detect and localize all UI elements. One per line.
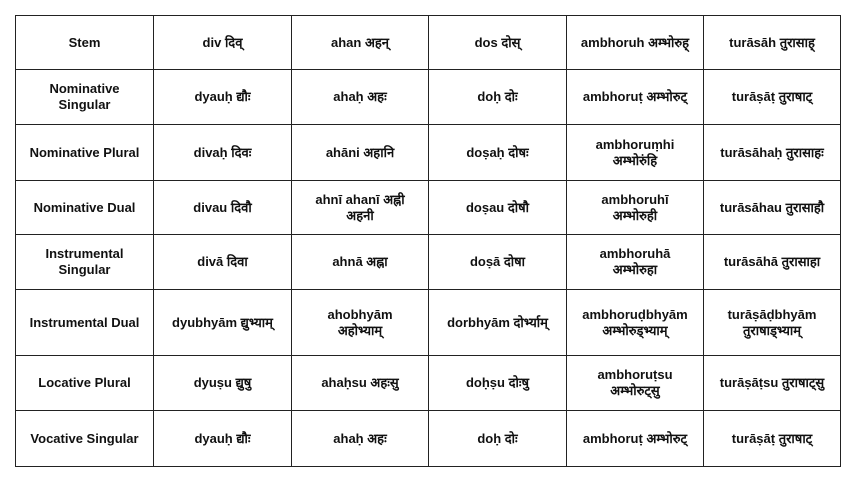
- table-cell: turāsāhau तुरासाहौ: [704, 181, 841, 235]
- table-cell: turāṣāṭ तुराषाट्: [704, 70, 841, 125]
- table-cell: doṣā दोषा: [429, 235, 567, 290]
- table-cell: ahan अहन्: [292, 16, 429, 70]
- row-label-cell: Nominative Dual: [16, 181, 154, 235]
- table-cell: doṣaḥ दोषः: [429, 125, 567, 181]
- table-cell: ahaḥsu अहःसु: [292, 356, 429, 411]
- table-cell: div दिव्: [154, 16, 292, 70]
- table-cell: doḥ दोः: [429, 70, 567, 125]
- table-cell: dyauḥ द्यौः: [154, 70, 292, 125]
- table-cell: ambhoruṭsu अम्भोरुट्सु: [567, 356, 704, 411]
- row-label-cell: Locative Plural: [16, 356, 154, 411]
- table-cell: ahaḥ अहः: [292, 411, 429, 467]
- table-cell: doḥṣu दोःषु: [429, 356, 567, 411]
- table-cell: doḥ दोः: [429, 411, 567, 467]
- table-cell: dyuṣu द्युषु: [154, 356, 292, 411]
- table-cell: divaḥ दिवः: [154, 125, 292, 181]
- table-cell: ahobhyām अहोभ्याम्: [292, 290, 429, 356]
- table-cell: turāṣāḍbhyām तुराषाड्भ्याम्: [704, 290, 841, 356]
- row-label-cell: Instrumental Dual: [16, 290, 154, 356]
- row-label-cell: Nominative Singular: [16, 70, 154, 125]
- table-row: [16, 70, 841, 125]
- table-cell: dos दोस्: [429, 16, 567, 70]
- table-cell: ahnā अह्ना: [292, 235, 429, 290]
- table-cell: doṣau दोषौ: [429, 181, 567, 235]
- table-row: [16, 181, 841, 235]
- table-cell: ambhoruṭ अम्भोरुट्: [567, 411, 704, 467]
- table-cell: ambhoruḍbhyām अम्भोरुड्भ्याम्: [567, 290, 704, 356]
- table-row: [16, 356, 841, 411]
- table-cell: turāsāhā तुरासाहा: [704, 235, 841, 290]
- table-cell: ambhoruh अम्भोरुह्: [567, 16, 704, 70]
- table-cell: ahnī ahanī अह्नी अहनी: [292, 181, 429, 235]
- table-cell: ambhoruṭ अम्भोरुट्: [567, 70, 704, 125]
- table-cell: ahāni अहानि: [292, 125, 429, 181]
- table-cell: dorbhyām दोर्भ्याम्: [429, 290, 567, 356]
- table-cell: turāsāh तुरासाह्: [704, 16, 841, 70]
- table-cell: divau दिवौ: [154, 181, 292, 235]
- table-cell: dyubhyām द्युभ्याम्: [154, 290, 292, 356]
- table-cell: turāsāhaḥ तुरासाहः: [704, 125, 841, 181]
- table-cell: turāṣāṭ तुराषाट्: [704, 411, 841, 467]
- table-row: [16, 16, 841, 70]
- table-row: [16, 235, 841, 290]
- table-cell: ambhoruhā अम्भोरुहा: [567, 235, 704, 290]
- table-cell: dyauḥ द्यौः: [154, 411, 292, 467]
- table-cell: ahaḥ अहः: [292, 70, 429, 125]
- row-label-cell: Vocative Singular: [16, 411, 154, 467]
- table-row: [16, 411, 841, 467]
- table-row: [16, 290, 841, 356]
- declension-table: [15, 15, 841, 467]
- row-label-cell: Nominative Plural: [16, 125, 154, 181]
- table-cell: turāṣāṭsu तुराषाट्सु: [704, 356, 841, 411]
- table-row: [16, 125, 841, 181]
- table-cell: ambhoruṃhi अम्भोरुंहि: [567, 125, 704, 181]
- row-label-cell: Stem: [16, 16, 154, 70]
- table-cell: ambhoruhī अम्भोरुही: [567, 181, 704, 235]
- table-cell: divā दिवा: [154, 235, 292, 290]
- row-label-cell: Instrumental Singular: [16, 235, 154, 290]
